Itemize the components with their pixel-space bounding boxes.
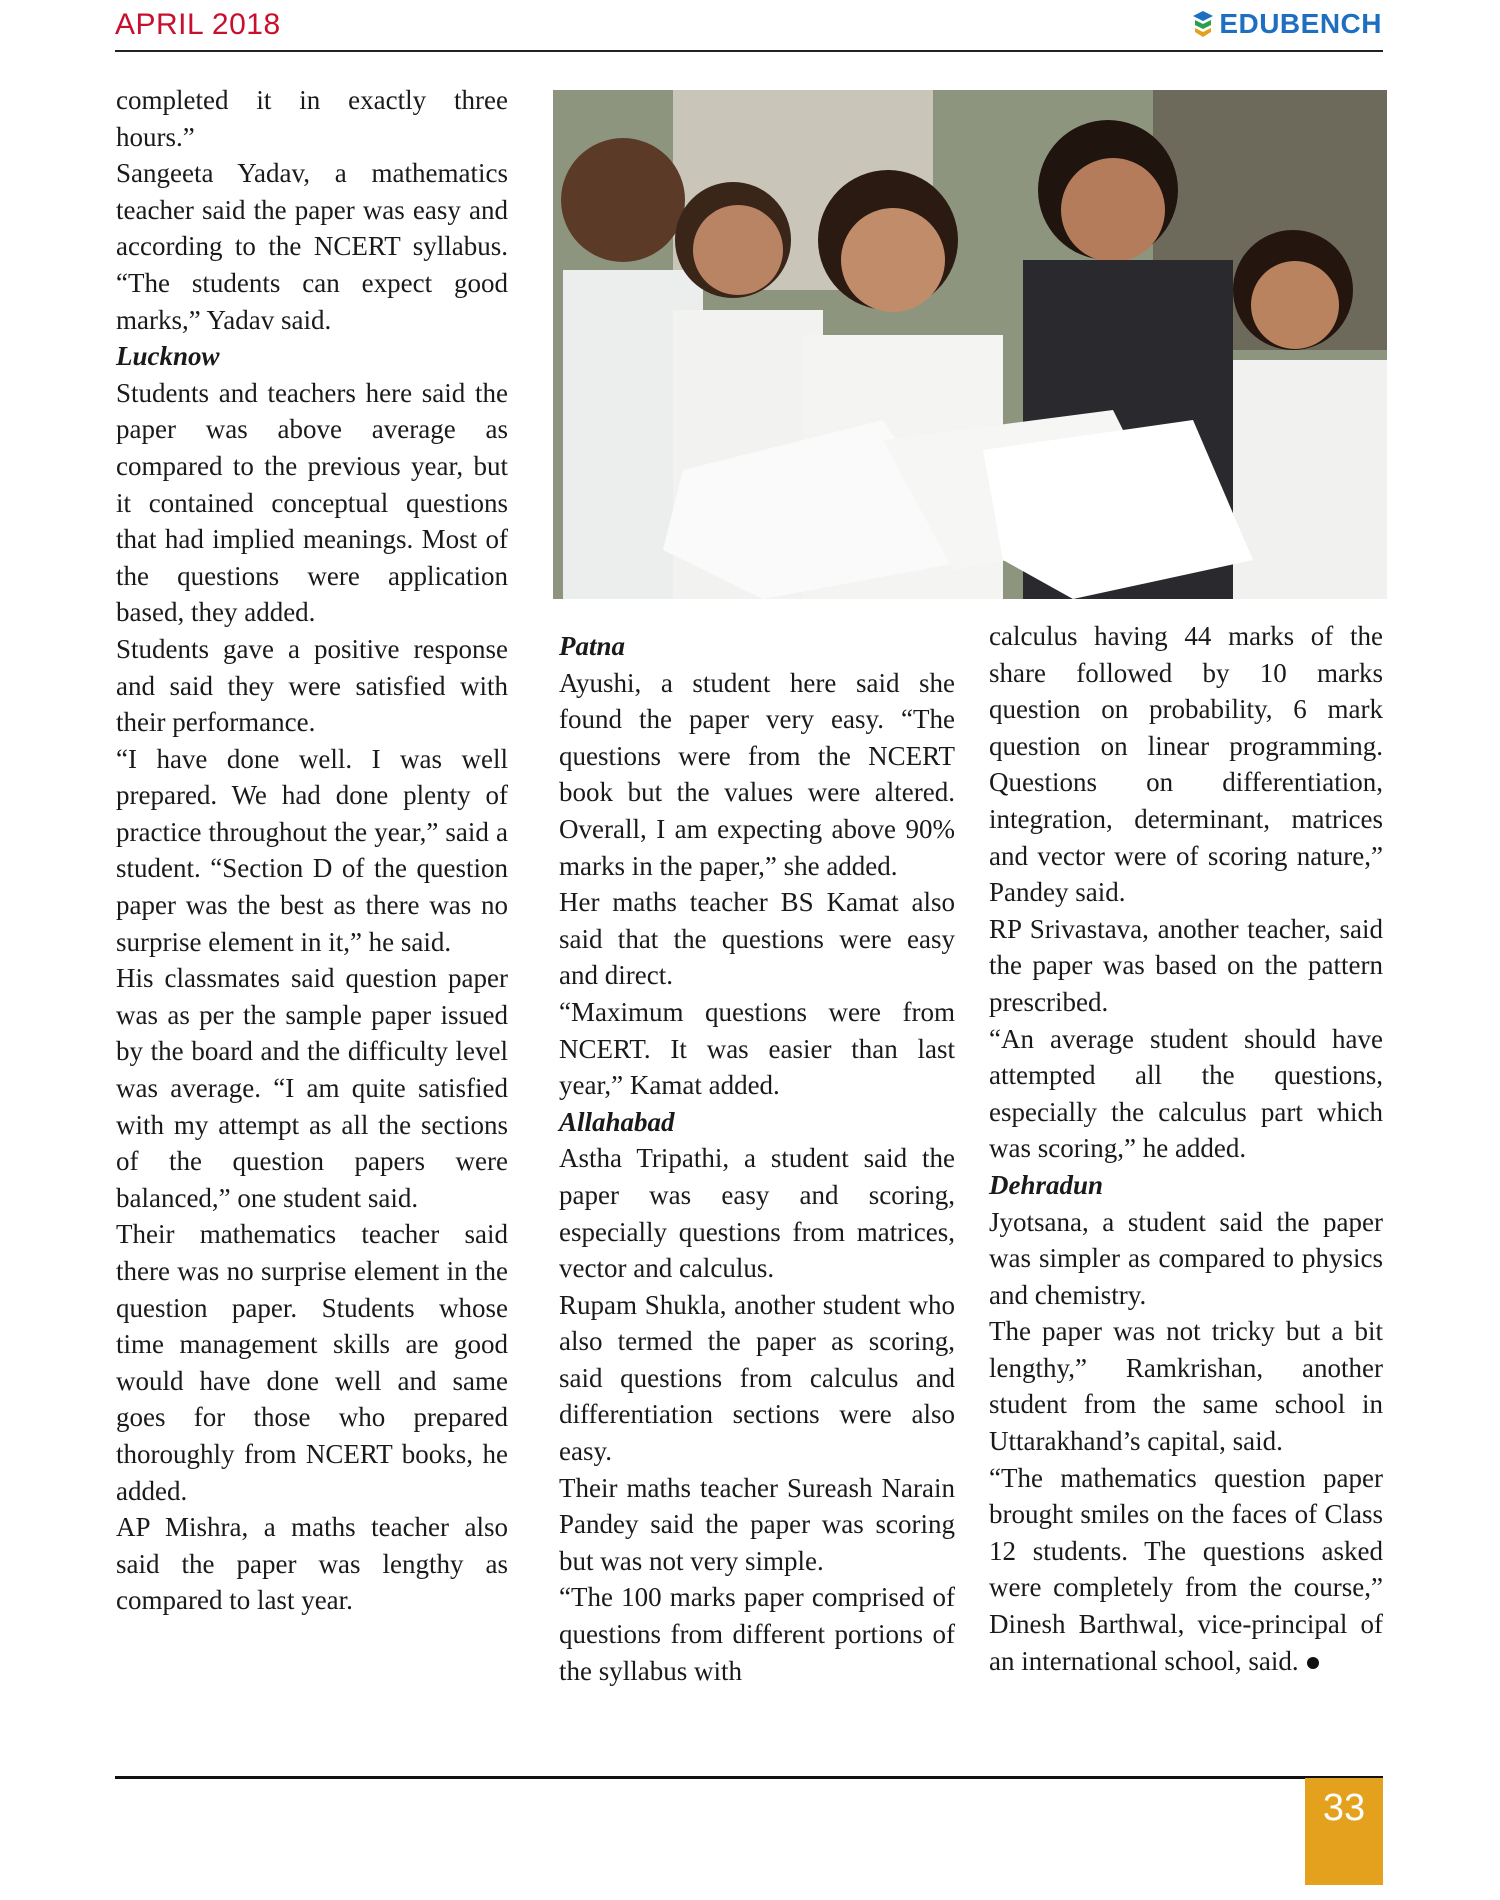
subheading-dehradun: Dehradun <box>989 1169 1104 1200</box>
column-3 <box>989 618 1383 1679</box>
col2-paragraph: Ayushi, a student here said she found the paper very easy. “The questions were from the NCERT book but the values were altered. Overall, I am expecting above 90% marks in the paper,” she added. <box>559 667 955 881</box>
brand-name: EDUBENCH <box>1219 8 1382 39</box>
col3-paragraph: RP Srivastava, another teacher, said the paper was based on the pattern prescribed. <box>989 913 1383 1017</box>
col1-paragraph: Students and teachers here said the paper was above average as compared to the previous year, but it contained conceptual questions that had implied meanings. Most of the questions were application based, they added. <box>116 377 508 628</box>
col3-last-text: “The mathematics question paper brought smiles on the faces of Class 12 students. The questions asked were completely from the course,” Dinesh Barthwal, vice-principal of an international school, said. <box>989 1462 1383 1676</box>
page-number-badge <box>1305 1778 1383 1885</box>
col3-paragraph: calculus having 44 marks of the share followed by 10 marks question on probability, 6 mark question on linear programming. Questions on differentiation, integration, determinant, matrices and vector were of scoring nature,” Pandey said. <box>989 621 1383 908</box>
col1-paragraph: His classmates said question paper was as per the sample paper issued by the board and the difficulty level was average. “I am quite satisfied with my attempt as all the sections of the question papers were balanced,” one student said. <box>116 963 508 1213</box>
column-1 <box>116 82 508 1619</box>
col2-paragraph: Rupam Shukla, another student who also termed the paper as scoring, said questions from calculus and differentiation sections were also easy. <box>559 1289 955 1467</box>
col2-paragraph: “The 100 marks paper comprised of questions from different portions of the syllabus with <box>559 1582 955 1686</box>
col1-paragraph: Sangeeta Yadav, a mathematics teacher said the paper was easy and according to the NCERT syllabus. “The students can expect good marks,” Yadav said. <box>116 158 508 335</box>
col3-paragraph: The paper was not tricky but a bit lengthy,” Ramkrishan, another student from the same school in Uttarakhand’s capital, said. <box>989 1316 1383 1457</box>
students-photo-illustration <box>553 90 1387 599</box>
col1-paragraph: completed it in exactly three hours.” <box>116 85 508 152</box>
col2-paragraph: “Maximum questions were from NCERT. It was easier than last year,” Kamat added. <box>559 996 955 1101</box>
end-of-article-bullet-icon <box>1307 1657 1319 1669</box>
column-2 <box>559 628 955 1689</box>
col3-paragraph: “An average student should have attempted all the questions, especially the calculus part which was scoring,” he added. <box>989 1023 1383 1164</box>
col3-paragraph-last <box>989 1460 1383 1680</box>
subheading-allahabad: Allahabad <box>559 1106 675 1137</box>
col3-paragraph: Jyotsana, a student said the paper was simpler as compared to physics and chemistry. <box>989 1206 1383 1310</box>
col1-paragraph: “I have done well. I was well prepared. We had done plenty of practice throughout the year,” said a student. “Section D of the question paper was the best as there was no surprise element in it,” he said. <box>116 743 508 957</box>
col1-paragraph: AP Mishra, a maths teacher also said the paper was lengthy as compared to last year. <box>116 1512 508 1616</box>
edubench-logo-icon <box>1193 11 1213 37</box>
col2-paragraph: Astha Tripathi, a student said the paper was easy and scoring, especially questions from matrices, vector and calculus. <box>559 1143 955 1284</box>
page-number: 33 <box>1322 1787 1366 1829</box>
col2-paragraph: Their maths teacher Sureash Narain Pandey said the paper was scoring but was not very simple. <box>559 1472 955 1576</box>
col1-paragraph: Students gave a positive response and said they were satisfied with their performance. <box>116 633 508 738</box>
col2-paragraph: Her maths teacher BS Kamat also said that the questions were easy and direct. <box>559 887 955 991</box>
subheading-patna: Patna <box>559 631 626 661</box>
students-photo <box>553 90 1387 599</box>
header-rule <box>115 50 1383 52</box>
col1-paragraph: Their mathematics teacher said there was no surprise element in the question paper. Students whose time management skills are good would have done well and same goes for those who prepared thoroughly from NCERT books, he added. <box>116 1219 508 1506</box>
brand-logo <box>1193 8 1382 40</box>
issue-date: APRIL 2018 <box>115 8 281 41</box>
footer-rule <box>115 1776 1383 1779</box>
subheading-lucknow: Lucknow <box>116 341 220 372</box>
